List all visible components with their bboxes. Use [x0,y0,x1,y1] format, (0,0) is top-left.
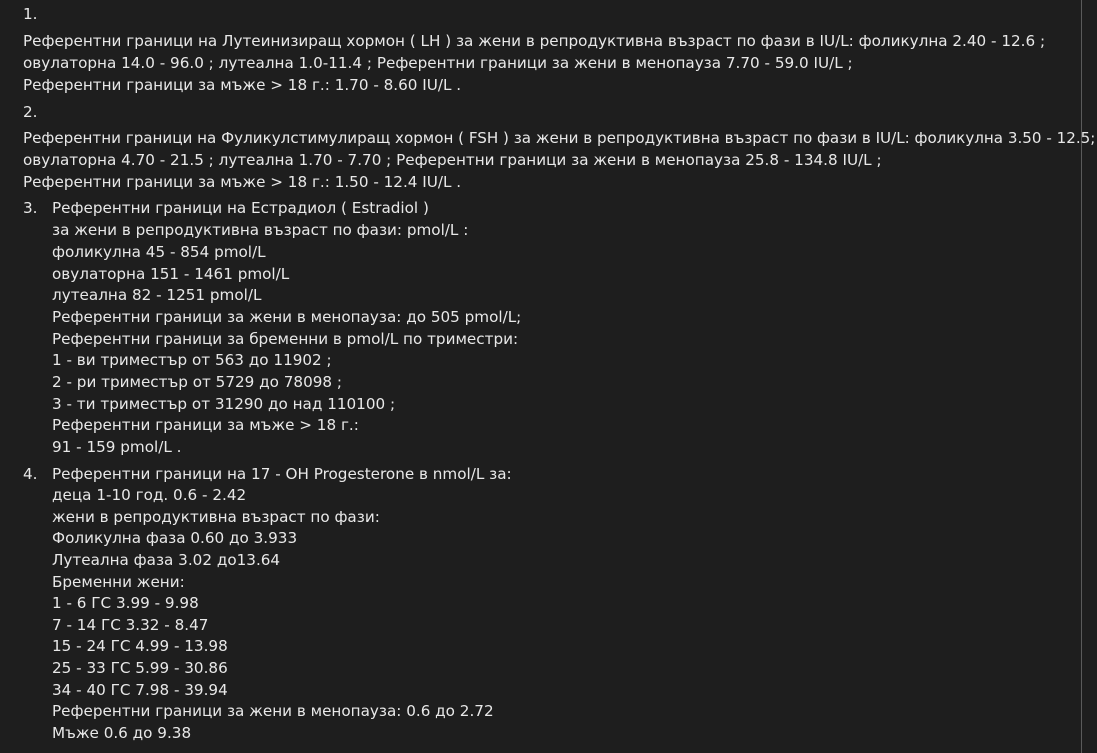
section-1-line-1: Референтни граници на Лутеинизиращ хормон ( LH ) за жени в репродуктивна възраст по фази в IU/L: фоликулна 2.40 - 12.6 ; [23,32,1046,50]
section-4-line-10: 25 - 33 ГС 5.99 - 30.86 [52,659,228,677]
section-3-line-3: фоликулна 45 - 854 pmol/L [52,243,266,261]
section-4-line-2: деца 1-10 год. 0.6 - 2.42 [52,486,247,504]
section-4-line-3: жени в репродуктивна възраст по фази: [52,508,380,526]
section-4-line-4: Фоликулна фаза 0.60 до 3.933 [52,529,298,547]
section-3-line-11: Референтни граници за мъже > 18 г.: [52,416,359,434]
section-4-line-8: 7 - 14 ГС 3.32 - 8.47 [52,616,209,634]
section-4-line-1: Референтни граници на 17 - OH Progesterone в nmol/L за: [52,465,512,483]
section-3-line-2: за жени в репродуктивна възраст по фази: pmol/L : [52,221,469,239]
section-3-line-8: 1 - ви триместър от 563 до 11902 ; [52,351,332,369]
section-2-line-1: Референтни граници на Фуликулстимулиращ хормон ( FSH ) за жени в репродуктивна възраст по фази в IU/L: фоликулна 3.50 - 12.5; [23,129,1096,147]
section-4-number: 4. [23,465,38,483]
section-3-line-7: Референтни граници за бременни в pmol/L по триместри: [52,330,519,348]
section-4-line-12: Референтни граници за жени в менопауза: 0.6 до 2.72 [52,702,494,720]
section-3-line-4: овулаторна 151 - 1461 pmol/L [52,265,290,283]
section-2-line-2: овулаторна 4.70 - 21.5 ; лутеална 1.70 - 7.70 ; Референтни граници за жени в менопауза 25.8 - 134.8 IU/L ; [23,151,882,169]
section-3-line-1: Референтни граници на Естрадиол ( Estradiol ) [52,199,429,217]
section-1-line-2: овулаторна 14.0 - 96.0 ; лутеална 1.0-11.4 ; Референтни граници за жени в менопауза 7.70 - 59.0 IU/L ; [23,54,853,72]
section-2-line-3: Референтни граници за мъже > 18 г.: 1.50 - 12.4 IU/L . [23,173,462,191]
section-4-line-13: Мъже 0.6 до 9.38 [52,724,192,742]
section-3-number: 3. [23,199,38,217]
section-4-line-5: Лутеална фаза 3.02 до13.64 [52,551,281,569]
section-4-line-9: 15 - 24 ГС 4.99 - 13.98 [52,637,228,655]
section-1-number: 1. [23,5,38,23]
section-3-line-5: лутеална 82 - 1251 pmol/L [52,286,262,304]
section-4-line-11: 34 - 40 ГС 7.98 - 39.94 [52,681,228,699]
section-2-number: 2. [23,103,38,121]
vertical-divider [1081,0,1082,753]
section-3-line-6: Референтни граници за жени в менопауза: до 505 pmol/L; [52,308,522,326]
section-4-line-6: Бременни жени: [52,573,185,591]
section-4-line-7: 1 - 6 ГС 3.99 - 9.98 [52,594,199,612]
section-3-line-10: 3 - ти триместър от 31290 до над 110100 ; [52,395,396,413]
section-1-line-3: Референтни граници за мъже > 18 г.: 1.70 - 8.60 IU/L . [23,76,462,94]
section-3-line-9: 2 - ри триместър от 5729 до 78098 ; [52,373,343,391]
section-3-line-12: 91 - 159 pmol/L . [52,438,182,456]
